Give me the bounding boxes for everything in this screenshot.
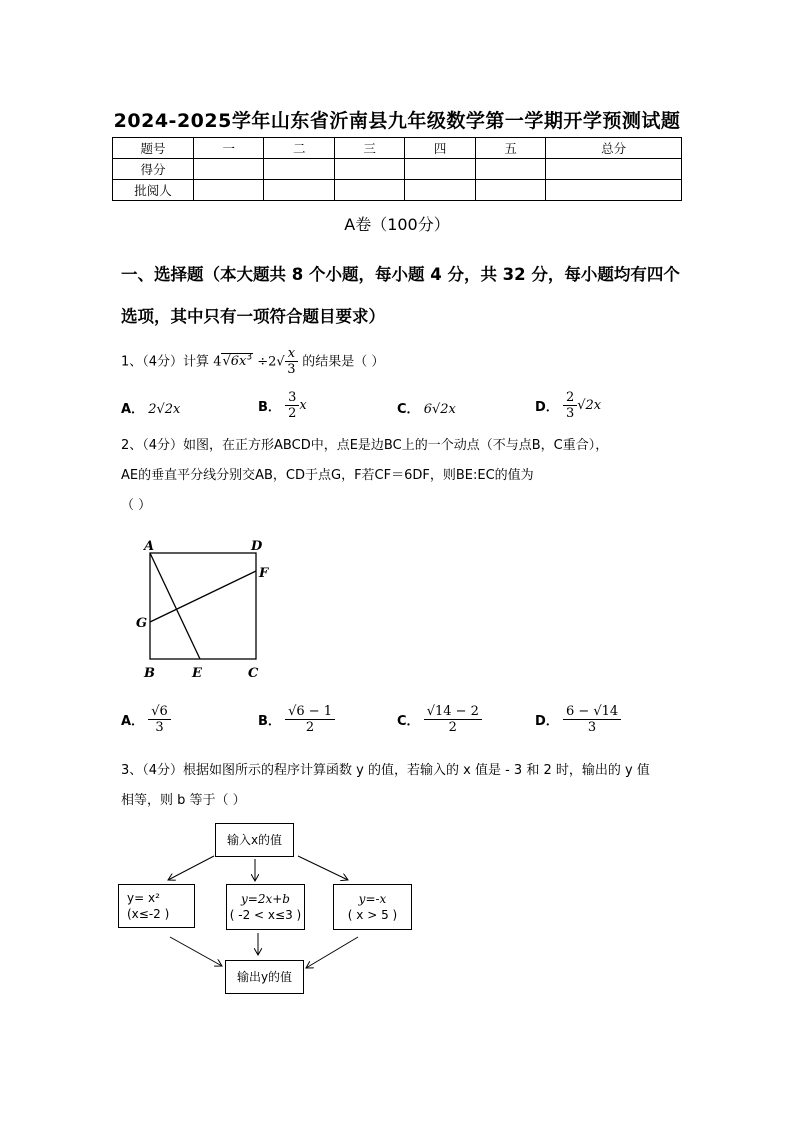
arrow-to-box1 [168,856,214,880]
option-label: D． [535,714,559,729]
q1-option-b[interactable] [258,390,307,421]
q2-line-2: AE的垂直平分线分别交AB，CD于点G，F若CF＝6DF，则BE:EC的值为 [121,468,534,483]
q3-line-2: 相等，则 b 等于（ ） [121,793,246,808]
table-row [113,138,682,159]
option-text: 2√2x [148,402,181,417]
question-3 [121,756,681,816]
table-cell [334,159,404,180]
q3-line-1: 3、（4分）根据如图所示的程序计算函数 y 的值，若输入的 x 值是 - 3 和 2 时，输出的 y 值 [121,763,650,778]
table-cell [334,180,404,201]
table-cell [194,159,264,180]
option-label: D． [535,400,559,415]
option-text: x [299,398,307,413]
arrow-from-box3 [306,937,358,968]
table-cell [194,180,264,201]
q1-exponent: 3 [246,353,253,363]
frac-num: √14 − 2 [424,704,482,720]
frac-num: 6 − √14 [563,704,621,720]
flow-box-3 [333,884,412,930]
point-d-label: D [251,539,263,554]
volume-heading: A卷（100分） [344,215,450,234]
square-diagram [130,535,280,685]
point-a-label: A [144,539,155,554]
flow-output-label: 输出y的值 [236,970,293,984]
segment-gf [150,571,256,622]
table-cell [405,159,475,180]
q2-option-d[interactable] [535,704,621,735]
flow-box3-line1: y=-x [358,892,387,906]
flow-output-box [225,960,304,994]
q2-option-c[interactable] [397,704,482,735]
frac-den: 3 [587,720,597,735]
q1-prefix: 1、（4分）计算 [121,354,210,370]
frac-num: √6 − 1 [285,704,335,720]
option-label: C． [397,402,420,417]
table-row [113,180,682,201]
q1-divide: ÷2 [257,354,277,370]
flow-input-label: 输入x的值 [226,833,283,847]
table-cell [264,180,334,201]
q2-line-3: （ ） [121,498,152,513]
table-cell [546,180,682,201]
table-cell: 三 [334,138,404,159]
arrow-to-box3 [298,856,348,880]
flow-input-box [215,823,294,857]
table-cell: 题号 [113,138,194,159]
frac-den: 3 [155,720,164,735]
flow-box1-line2: (x≤-2 ) [127,907,170,921]
option-label: C． [397,714,420,729]
section-heading: 一、选择题（本大题共 8 个小题，每小题 4 分，共 32 分，每小题均有四个选项，其中只有一项符合题目要求） [121,265,680,326]
frac-den: 2 [288,406,297,421]
arrow-from-box1 [170,937,222,966]
table-cell: 得分 [113,159,194,180]
table-cell [475,159,545,180]
flow-box-1 [118,884,195,928]
q1-option-a[interactable] [121,398,180,417]
point-g-label: G [136,616,148,631]
q2-line-1: 2、（4分）如图，在正方形ABCD中，点E是边BC上的一个动点（不与点B，C重合）， [121,438,609,453]
table-cell: 总分 [546,138,682,159]
frac-den: 2 [448,720,457,735]
table-cell: 五 [475,138,545,159]
frac-num: 3 [285,390,299,406]
q1-frac-den: 3 [287,362,296,378]
table-cell [475,180,545,201]
frac-num: 2 [563,390,577,406]
score-table [112,137,682,201]
q1-option-d[interactable] [535,390,601,421]
table-cell [264,159,334,180]
square-abcd [150,553,256,659]
table-cell [546,159,682,180]
table-row [113,159,682,180]
flow-box-2 [226,884,305,930]
option-label: B． [258,714,281,729]
q1-frac-num: x [285,346,298,362]
q1-suffix: 的结果是（ ） [302,354,385,370]
q2-option-a[interactable] [121,704,171,735]
flow-box2-line2: ( -2 < x≤3 ) [229,908,302,922]
option-label: B． [258,400,281,415]
q1-radicand: 6x [230,354,247,370]
q1-coef: 4 [213,354,222,370]
point-e-label: E [192,666,202,681]
q1-fraction [285,346,298,377]
question-2 [121,431,681,521]
question-1: 1、（4分）计算 $4√6x^3 \div 2√$ $\frac{x}{3}$ 的结果是（ ） [121,346,385,378]
table-cell [405,180,475,201]
option-text: 6√2x [423,402,456,417]
table-cell: 四 [405,138,475,159]
segment-ae [150,553,200,659]
frac-den: 3 [565,406,575,421]
flow-box1-line1: y= x² [127,891,160,905]
table-cell: 二 [264,138,334,159]
option-label: A． [121,402,145,417]
flow-box2-line1: y=2x+b [241,892,290,906]
point-c-label: C [248,666,259,681]
flow-box3-line2: ( x > 5 ) [347,908,398,922]
option-text: √2x [577,398,602,413]
q1-option-c[interactable] [397,398,456,417]
table-cell: 一 [194,138,264,159]
option-label: A． [121,714,145,729]
frac-num: √6 [148,704,171,720]
point-b-label: B [144,666,155,681]
document-title: 2024-2025学年山东省沂南县九年级数学第一学期开学预测试题 [113,110,681,132]
q2-option-b[interactable] [258,704,335,735]
table-cell: 批阅人 [113,180,194,201]
frac-den: 2 [305,720,315,735]
point-f-label: F [259,566,269,581]
